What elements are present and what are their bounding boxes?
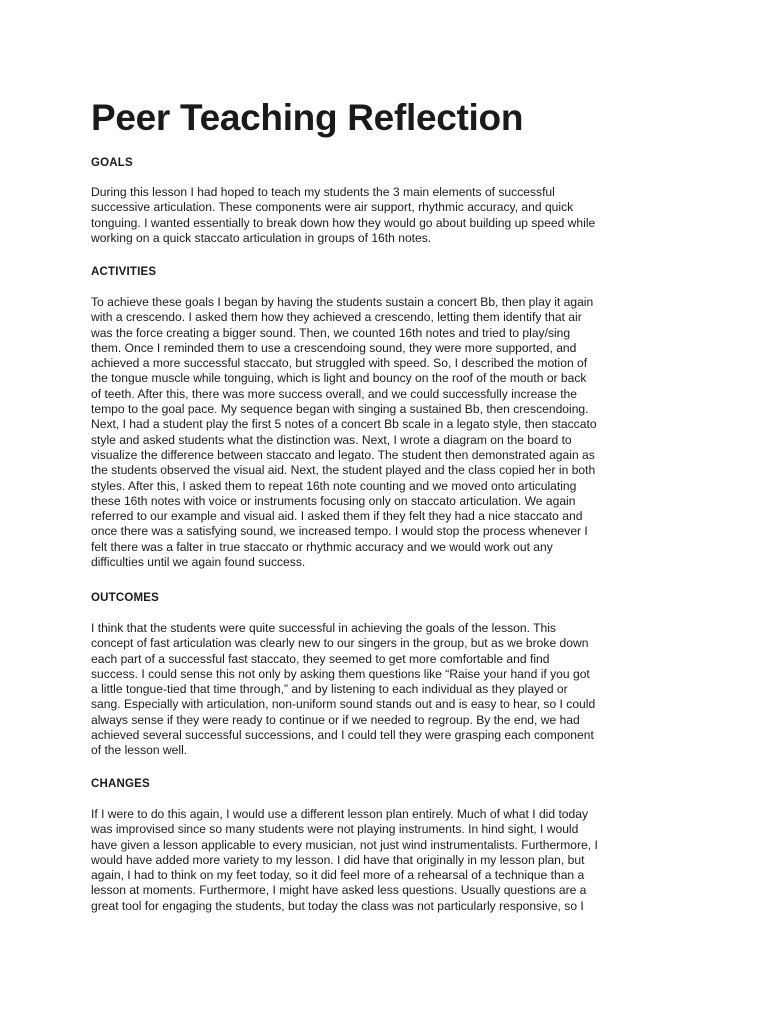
paragraph-line: once there was a satisfying sound, we increased tempo. I would stop the process whenever I	[91, 524, 588, 539]
paragraph-line: felt there was a falter in true staccato or rhythmic accuracy and we would work out any	[91, 539, 553, 554]
paragraph-line: referred to our example and visual aid. I asked them if they felt they had a nice staccato and	[91, 509, 583, 524]
section-body-activities	[91, 295, 681, 570]
paragraph-line: the students observed the visual aid. Next, the student played and the class copied her in both	[91, 463, 596, 478]
paragraph-line: with a crescendo. I asked them how they achieved a crescendo, letting them identify that air	[91, 310, 582, 325]
section-heading-changes: CHANGES	[91, 778, 150, 790]
paragraph-line: styles. After this, I asked them to repeat 16th note counting and we moved onto articulating	[91, 478, 577, 493]
paragraph-line: lesson at moments. Furthermore, I might have asked less questions. Usually questions are a	[91, 883, 587, 898]
paragraph-line: If I were to do this again, I would use a different lesson plan entirely. Much of what I did today	[91, 807, 589, 821]
paragraph-line: successive articulation. These components were air support, rhythmic accuracy, and quick	[91, 200, 574, 215]
paragraph-line: achieved several successful successions, and I could tell they were grasping each component	[91, 728, 594, 743]
paragraph-line: always sense if they were ready to continue or if we needed to regroup. By the end, we had	[91, 712, 580, 727]
paragraph-line: working on a quick staccato articulation in groups of 16th notes.	[91, 230, 432, 245]
paragraph-line: tonguing. I wanted essentially to break down how they would go about building up speed while	[91, 215, 596, 230]
section-heading-goals: GOALS	[91, 157, 133, 169]
paragraph-line: each part of a successful fast staccato, they seemed to get more comfortable and find	[91, 651, 550, 666]
page-title: Peer Teaching Reflection	[91, 97, 524, 138]
paragraph-line: again, I had to think on my feet today, so it did feel more of a rehearsal of a technique than a	[91, 868, 585, 883]
paragraph-line: was the force creating a bigger sound. Then, we counted 16th notes and tried to play/sing	[91, 325, 571, 340]
paragraph-line: great tool for engaging the students, but today the class was not particularly responsive, so I	[91, 898, 584, 913]
paragraph-line: sang. Especially with articulation, non-uniform sound stands out and is easy to hear, so I could	[91, 697, 596, 712]
paragraph-line: a little tongue-tied that time through,” and by listening to each individual as they played or	[91, 682, 568, 697]
paragraph-line: concept of fast articulation was clearly new to our singers in the group, but as we broke down	[91, 636, 589, 651]
paragraph-line: success. I could sense this not only by asking them questions like “Raise your hand if you got	[91, 666, 590, 681]
paragraph-line: tempo to the goal pace. My sequence began with singing a sustained Bb, then crescendoing.	[91, 402, 589, 417]
section-heading-activities: ACTIVITIES	[91, 266, 157, 278]
paragraph-line: To achieve these goals I began by having the students sustain a concert Bb, then play it again	[91, 295, 594, 309]
paragraph-line: visualize the difference between staccato and legato. The student then demonstrated again as	[91, 447, 595, 462]
paragraph-line: them. Once I reminded them to use a crescendoing sound, they were more supported, and	[91, 340, 577, 355]
section-heading-outcomes: OUTCOMES	[91, 592, 160, 604]
paragraph-line: of teeth. After this, there was more success overall, and we could successfully increase the	[91, 386, 577, 401]
paragraph-line: During this lesson I had hoped to teach my students the 3 main elements of successful	[91, 185, 555, 199]
section-body-goals	[91, 185, 681, 246]
paragraph-line: achieved a more successful staccato, but struggled with speed. So, I described the motion of	[91, 356, 588, 371]
paragraph-line: these 16th notes with voice or instruments focusing only on staccato articulation. We again	[91, 493, 576, 508]
section-body-outcomes	[91, 621, 681, 759]
paragraph-line: Next, I had a student play the first 5 notes of a concert Bb scale in a legato style, then staccato	[91, 417, 597, 432]
paragraph-line: would have added more variety to my lesson. I did have that originally in my lesson plan, but	[91, 852, 585, 867]
paragraph-line: was improvised since so many students were not playing instruments. In hind sight, I would	[91, 822, 579, 837]
section-body-changes	[91, 807, 681, 914]
paragraph-line: I think that the students were quite successful in achieving the goals of the lesson. This	[91, 621, 556, 635]
paragraph-line: the tongue muscle while tonguing, which is light and bouncy on the roof of the mouth or back	[91, 371, 587, 386]
paragraph-line: have given a lesson applicable to every musician, not just wind instrumentalists. Furthermore, I	[91, 837, 598, 852]
paragraph-line: difficulties until we again found success.	[91, 555, 306, 570]
paragraph-line: style and asked students what the distinction was. Next, I wrote a diagram on the board to	[91, 432, 572, 447]
paragraph-line: of the lesson well.	[91, 743, 188, 758]
